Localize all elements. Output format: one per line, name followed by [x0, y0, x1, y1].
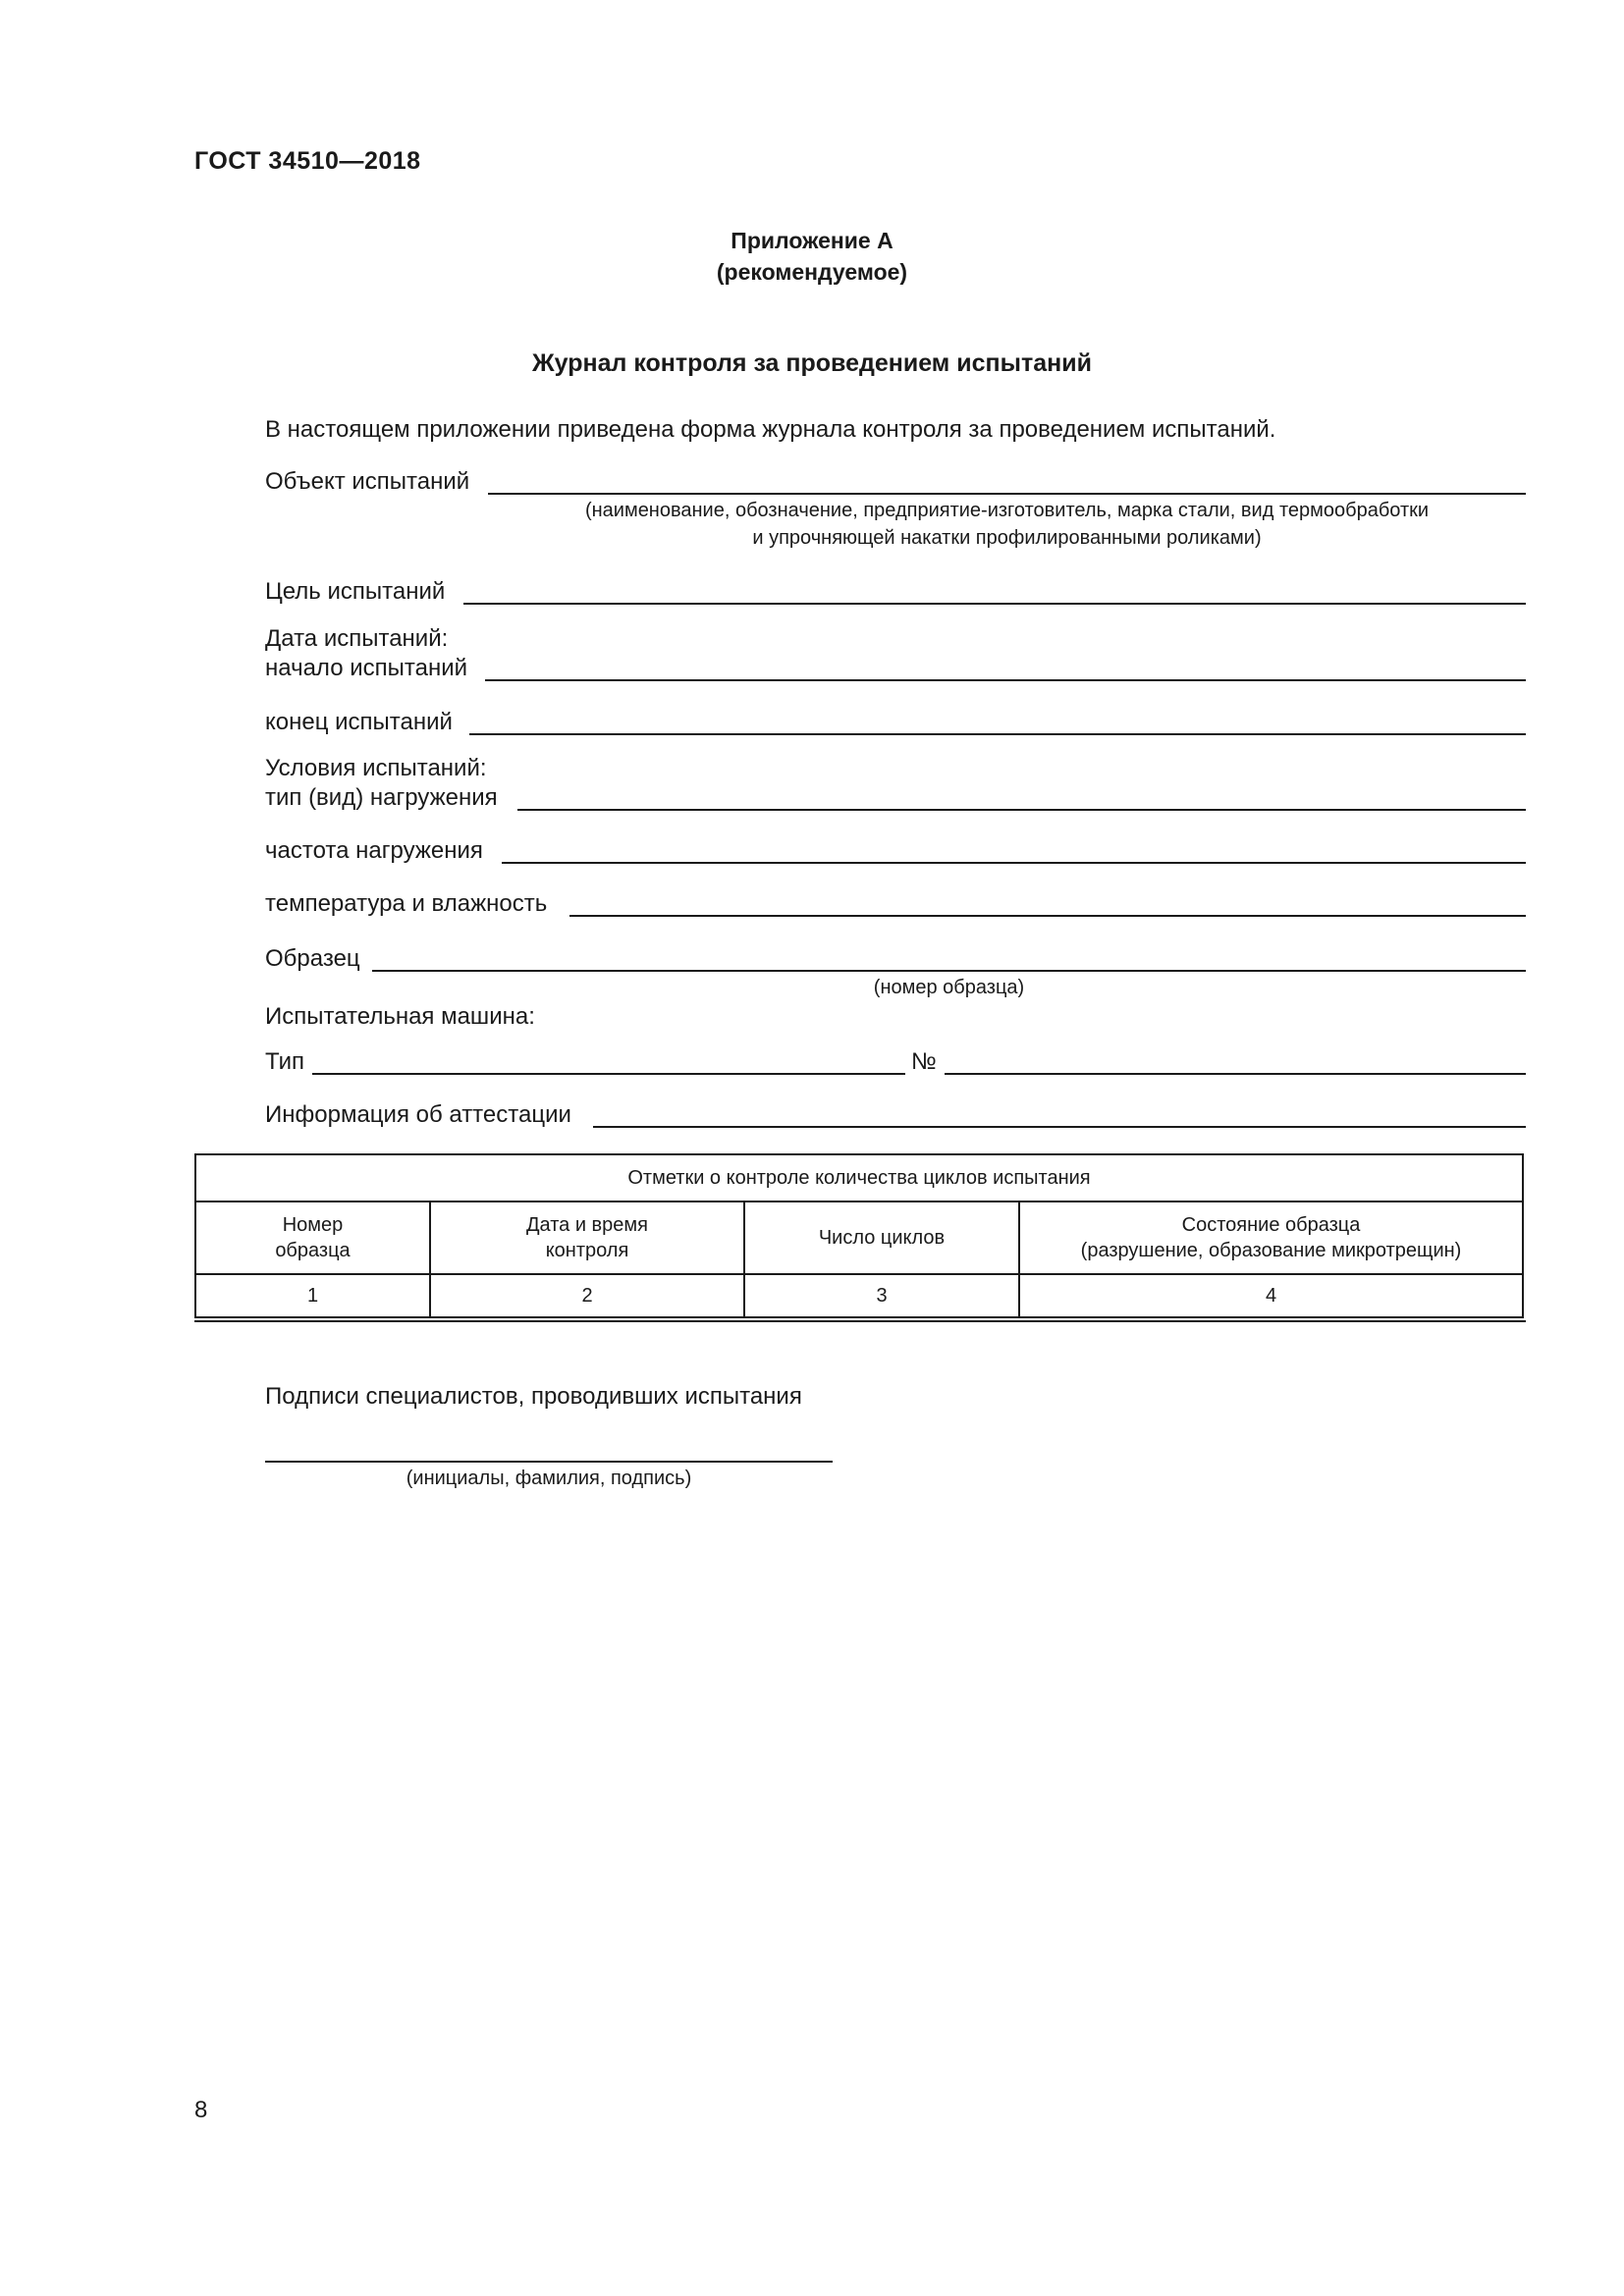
table-caption: Отметки о контроле количества циклов испытания	[195, 1154, 1523, 1201]
load-type-field[interactable]	[517, 809, 1526, 811]
document-title: Журнал контроля за проведением испытаний	[532, 349, 1092, 377]
document-code: ГОСТ 34510—2018	[194, 147, 421, 175]
temperature-label: температура и влажность	[265, 890, 548, 917]
header-sample-state: Состояние образца (разрушение, образование микротрещин)	[1019, 1201, 1523, 1274]
end-label: конец испытаний	[265, 709, 453, 735]
column-number-3: 3	[744, 1274, 1019, 1317]
table-header-row	[195, 1201, 1523, 1274]
attestation-field[interactable]	[593, 1126, 1526, 1128]
table-bottom-rule	[194, 1320, 1526, 1322]
object-field[interactable]	[488, 493, 1526, 495]
dates-heading: Дата испытаний:	[265, 625, 449, 652]
header-date-time: Дата и время контроля	[430, 1201, 744, 1274]
sample-field[interactable]	[372, 970, 1526, 972]
conditions-heading: Условия испытаний:	[265, 755, 487, 781]
start-field[interactable]	[485, 679, 1526, 681]
goal-label: Цель испытаний	[265, 578, 446, 605]
load-type-label: тип (вид) нагружения	[265, 784, 498, 811]
header-cycle-count: Число циклов	[744, 1201, 1019, 1274]
column-number-1: 1	[195, 1274, 430, 1317]
start-label: начало испытаний	[265, 655, 468, 681]
signatures-label: Подписи специалистов, проводивших испытания	[265, 1383, 802, 1410]
machine-number-label: №	[911, 1048, 937, 1075]
machine-heading: Испытательная машина:	[265, 1003, 535, 1030]
column-number-2: 2	[430, 1274, 744, 1317]
appendix-title: Приложение А	[731, 228, 893, 253]
machine-type-label: Тип	[265, 1048, 305, 1075]
sample-label: Образец	[265, 945, 360, 972]
signature-field[interactable]	[265, 1461, 833, 1463]
appendix-subtitle: (рекомендуемое)	[716, 259, 908, 285]
object-hint-continued: и упрочняющей накатки профилированными роликами)	[752, 527, 1262, 549]
goal-field[interactable]	[463, 603, 1526, 605]
column-number-4: 4	[1019, 1274, 1523, 1317]
header-sample-number: Номер образца	[195, 1201, 430, 1274]
machine-number-field[interactable]	[945, 1073, 1526, 1075]
object-hint: (наименование, обозначение, предприятие-изготовитель, марка стали, вид термообработки	[584, 500, 1430, 521]
end-field[interactable]	[469, 733, 1526, 735]
machine-type-field[interactable]	[312, 1073, 905, 1075]
cycles-control-table	[194, 1153, 1524, 1318]
table-row	[195, 1274, 1523, 1317]
load-frequency-label: частота нагружения	[265, 837, 483, 864]
page-number: 8	[194, 2097, 208, 2123]
attestation-label: Информация об аттестации	[265, 1101, 571, 1128]
sample-hint: (номер образца)	[873, 977, 1025, 998]
intro-text: В настоящем приложении приведена форма журнала контроля за проведением испытаний.	[265, 416, 1276, 443]
load-frequency-field[interactable]	[502, 862, 1526, 864]
table-caption-row	[195, 1154, 1523, 1201]
object-label: Объект испытаний	[265, 468, 470, 495]
signature-hint: (инициалы, фамилия, подпись)	[406, 1468, 692, 1489]
temperature-field[interactable]	[569, 915, 1526, 917]
